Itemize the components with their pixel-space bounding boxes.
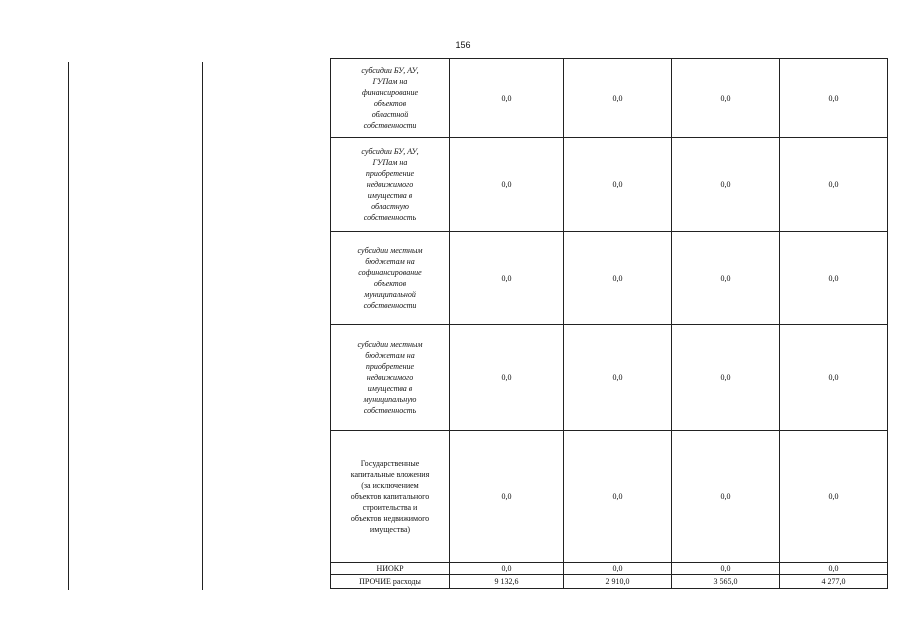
table-row (331, 138, 888, 232)
value-cell: 0,0 (780, 325, 888, 431)
budget-table (330, 58, 888, 589)
page-number: 156 (455, 40, 471, 50)
row-label: субсидии БУ, АУ, ГУПам на приобретение недвижимого имущества в областную собственность (331, 138, 450, 232)
value-cell: 0,0 (564, 59, 672, 138)
row-label: субсидии местным бюджетам на софинансирование объектов муниципальной собственности (331, 232, 450, 325)
value-cell: 0,0 (672, 431, 780, 563)
value-cell: 0,0 (780, 59, 888, 138)
table-row (331, 563, 888, 575)
value-cell: 0,0 (450, 431, 564, 563)
value-cell: 0,0 (450, 563, 564, 575)
value-cell: 0,0 (450, 59, 564, 138)
value-cell: 0,0 (450, 325, 564, 431)
row-label: субсидии БУ, АУ, ГУПам на финансирование объектов областной собственности (331, 59, 450, 138)
value-cell: 0,0 (672, 325, 780, 431)
left-column-border-2 (202, 62, 203, 590)
row-label: ПРОЧИЕ расходы (331, 575, 450, 589)
value-cell: 0,0 (450, 232, 564, 325)
table-row (331, 59, 888, 138)
row-label: Государственные капитальные вложения (за исключением объектов капитального строительства и объектов недвижимого имущества) (331, 431, 450, 563)
value-cell: 0,0 (672, 563, 780, 575)
value-cell: 9 132,6 (450, 575, 564, 589)
value-cell: 0,0 (564, 431, 672, 563)
value-cell: 0,0 (780, 232, 888, 325)
value-cell: 0,0 (564, 232, 672, 325)
table-row (331, 575, 888, 589)
value-cell: 0,0 (672, 59, 780, 138)
value-cell: 0,0 (564, 563, 672, 575)
value-cell: 0,0 (780, 563, 888, 575)
value-cell: 0,0 (780, 138, 888, 232)
value-cell: 0,0 (450, 138, 564, 232)
value-cell: 0,0 (564, 325, 672, 431)
row-label: НИОКР (331, 563, 450, 575)
row-label: субсидии местным бюджетам на приобретение недвижимого имущества в муниципальную собственность (331, 325, 450, 431)
value-cell: 0,0 (672, 232, 780, 325)
value-cell: 2 910,0 (564, 575, 672, 589)
left-column-border-1 (68, 62, 69, 590)
value-cell: 0,0 (672, 138, 780, 232)
table-row (331, 232, 888, 325)
value-cell: 3 565,0 (672, 575, 780, 589)
table-row (331, 431, 888, 563)
value-cell: 4 277,0 (780, 575, 888, 589)
value-cell: 0,0 (780, 431, 888, 563)
table-row (331, 325, 888, 431)
value-cell: 0,0 (564, 138, 672, 232)
